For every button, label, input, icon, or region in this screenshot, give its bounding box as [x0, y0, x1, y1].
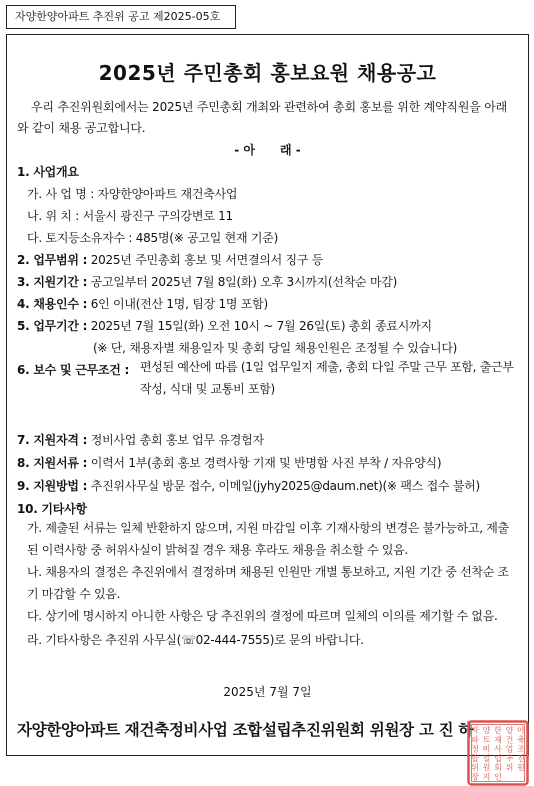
section-1-item-c: 다. 토지등소유자수 : 485명(※ 공고일 현재 기준) — [27, 231, 279, 245]
document-frame — [6, 34, 529, 782]
seal-glyph: 양 — [505, 726, 514, 735]
seal-glyph: 트 — [482, 735, 491, 745]
seal-glyph: 위 — [505, 763, 514, 773]
section-4-label: 4. 채용인수 : — [17, 297, 88, 311]
section-9-text: 추진위사무실 방문 접수, 이메일(jyhy2025@daum.net)(※ 팩스 접수 불허) — [87, 479, 480, 493]
seal-glyph: 조 — [517, 744, 525, 754]
seal-glyph: 설 — [482, 753, 491, 763]
section-10-item-d: 라. 기타사항은 추진위 사무실(☏02-444-7555)로 문의 바랍니다. — [27, 633, 364, 647]
section-4 — [17, 295, 268, 312]
section-10-heading: 10. 기타사항 — [17, 502, 87, 516]
section-4-text: 6인 이내(전산 1명, 팀장 1명 포함) — [87, 297, 268, 311]
seal-glyph: 장 — [471, 772, 479, 782]
seal-glyph: 양 — [482, 726, 491, 735]
section-5-label: 5. 업무기간 : — [17, 319, 88, 333]
section-1-item-b: 나. 위 치 : 서울시 광진구 구의강변로 11 — [27, 209, 233, 223]
notice-number: 자양한양아파트 추진위 공고 제2025-05호 — [6, 5, 236, 29]
section-10-item-b: 나. 채용자의 결정은 추진위에서 결정하며 채용된 인원만 개별 통보하고, 지원 기간 중 선착순 조기 마감할 수 있음. — [27, 565, 509, 601]
seal-glyph: 지 — [482, 772, 491, 782]
section-5-note: (※ 단, 채용자별 채용일자 및 총회 당일 채용인원은 조정될 수 있습니다) — [93, 341, 458, 355]
section-8-label: 8. 지원서류 : — [17, 456, 88, 470]
seal-glyph: 파 — [471, 735, 479, 745]
seal-glyph: 원 — [482, 763, 491, 773]
page-title: 2025년 주민총회 홍보요원 채용공고 — [98, 61, 437, 85]
section-2-text: 2025년 주민총회 홍보 및 서면결의서 징구 등 — [87, 253, 324, 267]
seal-glyph: 인 — [494, 772, 502, 782]
section-9-label: 9. 지원방법 : — [17, 479, 88, 493]
section-7-label: 7. 지원자격 : — [17, 433, 88, 447]
seal-glyph: 아 — [517, 726, 525, 735]
section-5 — [17, 317, 432, 334]
section-3 — [17, 273, 397, 290]
signature-line: 자양한양아파트 재건축정비사업 조합설립추진위원회 위원장 고 진 하 — [17, 721, 474, 739]
seal-glyph: 자 — [471, 726, 479, 735]
seal-glyph: 한 — [494, 726, 502, 735]
section-6-text: 편성된 예산에 따름 (1일 업무일지 제출, 총회 다일 주말 근무 포함, 출근부 작성, 식대 및 교통비 포함) — [140, 360, 514, 396]
section-3-text: 공고일부터 2025년 7월 8일(화) 오후 3시까지(선착순 마감) — [87, 275, 398, 289]
section-9 — [17, 477, 480, 494]
section-10-item-a: 가. 제출된 서류는 일체 반환하지 않으며, 지원 마감일 이후 기재사항의 변경은 불가능하고, 제출된 이력사항 중 허위사실이 밝혀질 경우 채용 후라도 채용을 취소할 수 있음. — [27, 521, 509, 557]
intro-paragraph: 우리 추진위원회에서는 2025년 주민총회 개최와 관련하여 총회 홍보를 위한 계약직원을 아래와 같이 채용 공고합니다. — [17, 100, 507, 135]
section-8-text: 이력서 1부(총회 홍보 경력사항 기재 및 반명함 사진 부착 / 자유양식) — [87, 456, 442, 470]
section-7-text: 정비사업 총회 홍보 업무 유경험자 — [87, 433, 264, 447]
section-10-item-c: 다. 상기에 명시하지 아니한 사항은 당 추진위의 결정에 따르며 일체의 이의를 제기할 수 없음. — [27, 609, 498, 623]
seal-glyph: 진 — [517, 753, 525, 763]
seal-glyph: 합 — [471, 753, 479, 763]
seal-glyph: 위 — [471, 763, 479, 773]
seal-glyph: 추 — [505, 753, 514, 763]
seal-glyph: 건 — [505, 735, 514, 745]
seal-glyph: 비 — [482, 744, 491, 754]
section-5-text: 2025년 7월 15일(화) 오전 10시 ~ 7월 26일(토) 총회 종료시까지 — [87, 319, 432, 333]
seal-glyph: 사 — [494, 744, 502, 754]
seal-glyph: 정 — [471, 744, 479, 754]
section-2-label: 2. 업무범위 : — [17, 253, 88, 267]
seal-lettering — [471, 725, 525, 782]
section-divider-label: - 아 래 - — [234, 143, 301, 157]
section-7 — [17, 431, 264, 448]
official-seal — [467, 720, 529, 786]
announcement-date: 2025년 7월 7일 — [223, 685, 312, 699]
section-2 — [17, 251, 323, 268]
seal-glyph: 업 — [505, 744, 514, 754]
section-6-label: 6. 보수 및 근무조건 : — [17, 363, 130, 377]
section-3-label: 3. 지원기간 : — [17, 275, 88, 289]
section-1-heading: 1. 사업개요 — [17, 165, 79, 179]
seal-glyph: 회 — [494, 763, 502, 773]
section-8 — [17, 454, 441, 471]
section-1-item-a: 가. 사 업 명 : 자양한양아파트 재건축사업 — [27, 187, 238, 201]
seal-glyph: 축 — [517, 735, 525, 745]
seal-glyph: 원 — [517, 763, 525, 773]
seal-glyph: 재 — [494, 735, 502, 745]
seal-glyph: 립 — [494, 753, 502, 763]
